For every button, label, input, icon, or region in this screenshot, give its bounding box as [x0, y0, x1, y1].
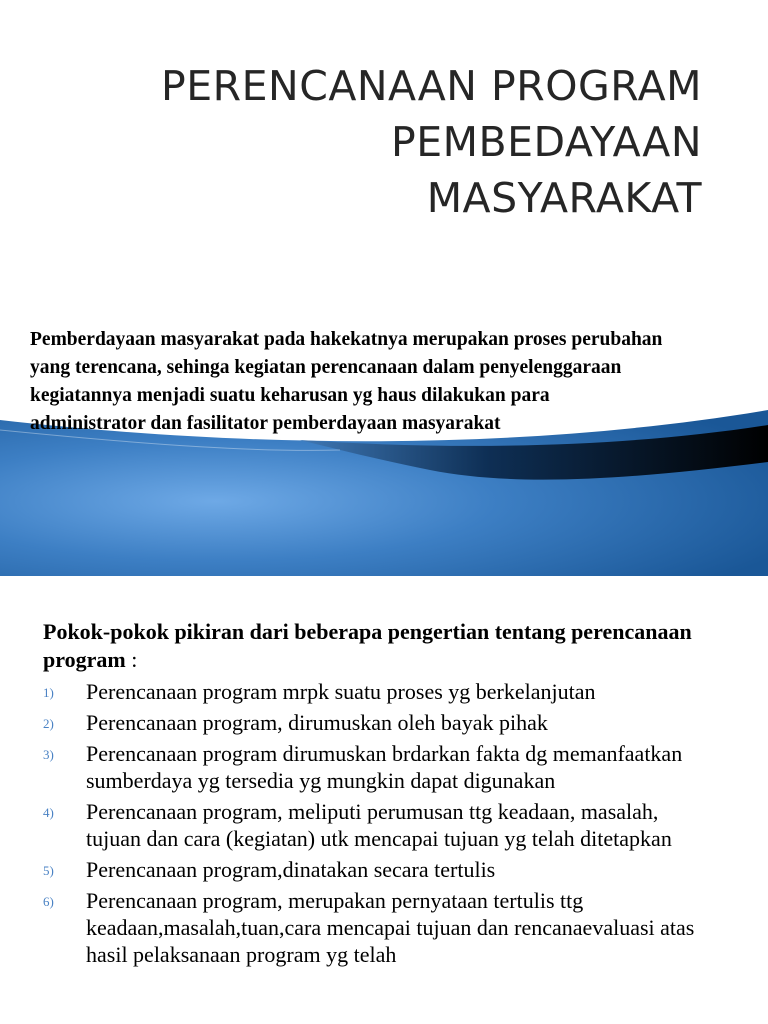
- list-item: [0, 798, 706, 852]
- intro-paragraph: Pemberdayaan masyarakat pada hakekatnya merupakan proses perubahan yang terencana, sehinga kegiatan perencanaan dalam penyelenggaraan kegiatannya menjadi suatu keharusan yg haus dilakukan para administrator dan fasilitator pemberdayaan masyarakat: [30, 329, 663, 434]
- list-number: 5): [43, 863, 54, 878]
- content-slide: [0, 576, 768, 1024]
- list-text: Perencanaan program mrpk suatu proses yg berkelanjutan: [86, 679, 596, 704]
- list-number: 1): [43, 685, 54, 700]
- list-text: Perencanaan program,dinatakan secara tertulis: [86, 857, 496, 882]
- list-number: 3): [43, 747, 54, 762]
- list-number: 6): [43, 894, 54, 909]
- list-number: 2): [43, 716, 54, 731]
- list-item: [0, 856, 706, 883]
- section-heading: [43, 618, 743, 674]
- presentation-title: [62, 58, 702, 226]
- list-number: 4): [43, 805, 54, 820]
- heading-text: Pokok-pokok pikiran dari beberapa pengertian tentang perencanaan program: [43, 619, 692, 672]
- list-text: Perencanaan program, dirumuskan oleh bayak pihak: [86, 710, 548, 735]
- points-list: [0, 678, 706, 972]
- list-text: Perencanaan program dirumuskan brdarkan fakta dg memanfaatkan sumberdaya yg tersedia yg mungkin dapat digunakan: [86, 741, 683, 793]
- title-line-1: PERENCANAAN PROGRAM: [161, 62, 702, 110]
- list-text: Perencanaan program, meliputi perumusan ttg keadaan, masalah, tujuan dan cara (kegiatan) utk mencapai tujuan yg telah ditetapkan: [86, 799, 672, 851]
- list-item: [0, 740, 706, 794]
- list-item: [0, 678, 706, 705]
- heading-colon: :: [125, 647, 138, 672]
- title-line-2: PEMBEDAYAAN: [390, 118, 702, 166]
- title-line-3: MASYARAKAT: [426, 174, 702, 222]
- list-item: [0, 709, 706, 736]
- list-item: [0, 887, 706, 968]
- list-text: Perencanaan program, merupakan pernyataan tertulis ttg keadaan,masalah,tuan,cara mencapai tujuan dan rencanaevaluasi atas hasil pelaksanaan program yg telah: [86, 888, 695, 967]
